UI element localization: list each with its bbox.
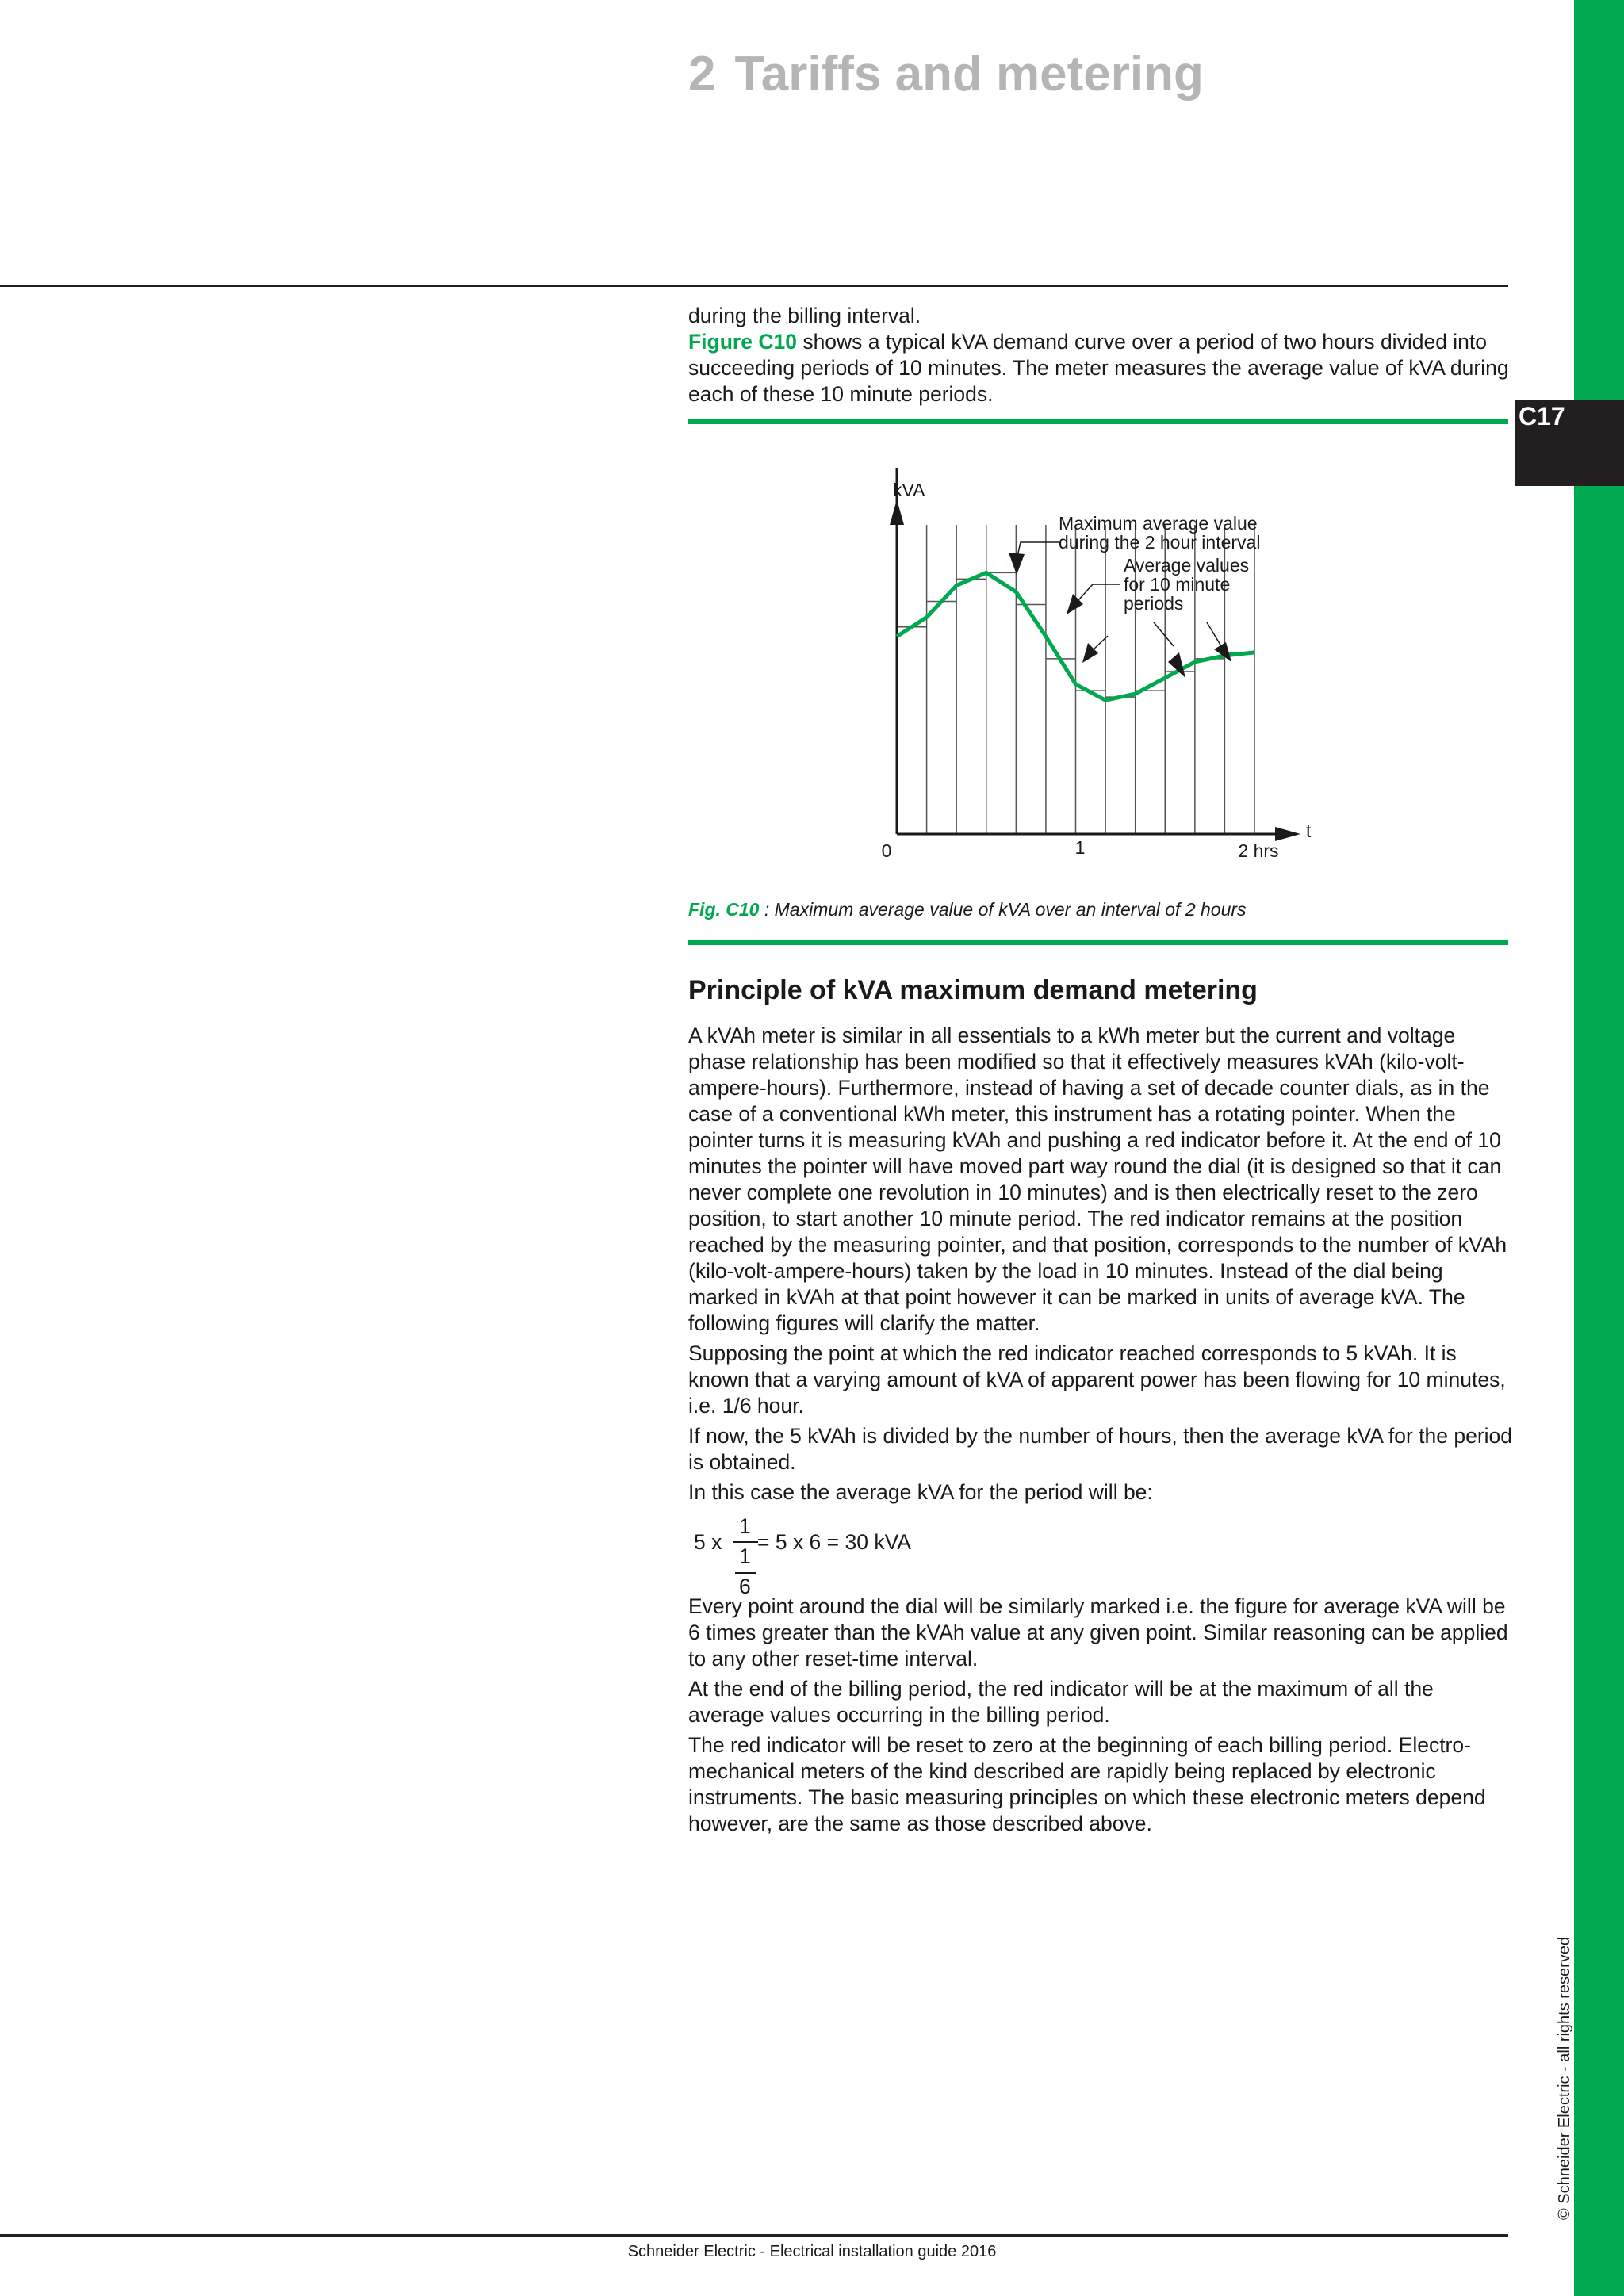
intro-rest: shows a typical kVA demand curve over a period of two hours divided into succeeding periods of 10 minutes. The meter measures the average value of kVA during each of these 10 minute periods. (688, 330, 1509, 406)
annotation-period-averages (1067, 555, 1249, 678)
figure-reference: Figure C10 (688, 330, 797, 354)
intro-text (688, 303, 1513, 411)
page-number-tab (1515, 400, 1624, 486)
figure-top-rule (688, 419, 1508, 424)
paragraph-6: At the end of the billing period, the red indicator will be at the maximum of all the average values occurring in the billing period. (688, 1677, 1434, 1727)
x-tick-0: 0 (881, 840, 892, 861)
paragraph-3: If now, the 5 kVAh is divided by the number of hours, then the average kVA for the period is obtained. (688, 1424, 1513, 1474)
annotation-max-line1: Maximum average value (1059, 513, 1258, 534)
chapter-title-text: Tariffs and metering (734, 47, 1204, 101)
figure-caption (688, 899, 1247, 920)
body-text-upper (688, 1023, 1513, 1510)
annotation-avg-line1: Average values (1124, 555, 1250, 576)
annotation-avg-line3: periods (1124, 593, 1184, 614)
annotation-avg-leader-3 (1154, 622, 1174, 646)
paragraph-1: A kVAh meter is similar in all essentials to a kWh meter but the current and voltage phase relationship has been modified so that it effectively measures kVAh (kilo-volt-ampere-hours). Furthermore, instead of having a set of decade counter dials, as in the case of a conventional kWh meter, this instrument has a rotating pointer. When the pointer turns it is measuring kVAh and pushing a red indicator before it. At the end of 10 minutes the pointer will have moved part way round the dial (it is designed so that it can never complete one revolution in 10 minutes) and is then electrically reset to the zero position, to start another 10 minute period. The red indicator remains at the position reached by the measuring pointer, and that position, corresponds to the number of kVAh (kilo-volt-ampere-hours) taken by the load in 10 minutes. Instead of the dial being marked in kVAh at that point however it can be marked in units of average kVA. The following figures will clarify the matter. (688, 1024, 1507, 1335)
figure-caption-label: Fig. C10 (688, 899, 760, 920)
formula-lhs: 5 x (694, 1530, 722, 1554)
chapter-number: 2 (688, 47, 716, 101)
copyright-notice: © Schneider Electric - all rights reserved (1556, 1936, 1573, 2220)
formula-rhs: = 5 x 6 = 30 kVA (757, 1530, 911, 1554)
x-tick-2: 2 hrs (1238, 840, 1279, 861)
annotation-avg-leader-4 (1207, 622, 1221, 646)
figure-caption-text: : Maximum average value of kVA over an interval of 2 hours (759, 899, 1247, 920)
formula-numerator: 1 (739, 1514, 751, 1538)
section-heading: Principle of kVA maximum demand metering (688, 975, 1258, 1005)
y-axis-label: kVA (893, 480, 925, 500)
annotation-avg-arrow-2 (1082, 643, 1098, 663)
header-rule (0, 285, 1508, 287)
side-color-bar (1574, 0, 1624, 2296)
paragraph-5: Every point around the dial will be similarly marked i.e. the figure for average kVA will be 6 times greater than the kVAh value at any given point. Similar reasoning can be applied to any other reset-time interval. (688, 1594, 1508, 1670)
paragraph-4: In this case the average kVA for the period will be: (688, 1480, 1153, 1504)
formula-inner-fraction-line (735, 1572, 756, 1574)
annotation-avg-line2: for 10 minute (1124, 574, 1231, 595)
formula-fraction-line (733, 1541, 758, 1543)
y-axis-arrowhead (890, 499, 904, 525)
paragraph-2: Supposing the point at which the red indicator reached corresponds to 5 kVAh. It is known that a varying amount of kVA of apparent power has been flowing for 10 minutes, i.e. 1/6 hour. (688, 1341, 1506, 1418)
annotation-avg-leader-1 (1078, 584, 1120, 600)
footer-text: Schneider Electric - Electrical installation guide 2016 (627, 2243, 997, 2260)
annotation-max-arrow (1009, 553, 1025, 575)
intro-line1: during the billing interval. (688, 304, 921, 327)
x-tick-1: 1 (1074, 837, 1086, 858)
x-axis-arrowhead (1275, 827, 1300, 841)
kva-demand-chart (841, 468, 1332, 880)
footer-rule (0, 2234, 1508, 2237)
formula-denominator-denominator: 6 (739, 1575, 751, 1598)
figure-bottom-rule (688, 940, 1508, 945)
chapter-title (688, 46, 1204, 102)
footer (0, 2243, 1624, 2261)
page-number: C17 (1519, 402, 1565, 430)
formula-denominator-numerator: 1 (739, 1544, 751, 1568)
annotation-max-line2: during the 2 hour interval (1059, 532, 1261, 553)
average-kva-formula (694, 1516, 932, 1603)
body-text-lower (688, 1594, 1513, 1841)
x-axis-label: t (1306, 821, 1312, 841)
paragraph-7: The red indicator will be reset to zero at the beginning of each billing period. Electro-mechanical meters of the kind described are rapidly being replaced by electronic instruments. The basic measuring principles on which these electronic meters depend however, are the same as those described above. (688, 1733, 1486, 1835)
